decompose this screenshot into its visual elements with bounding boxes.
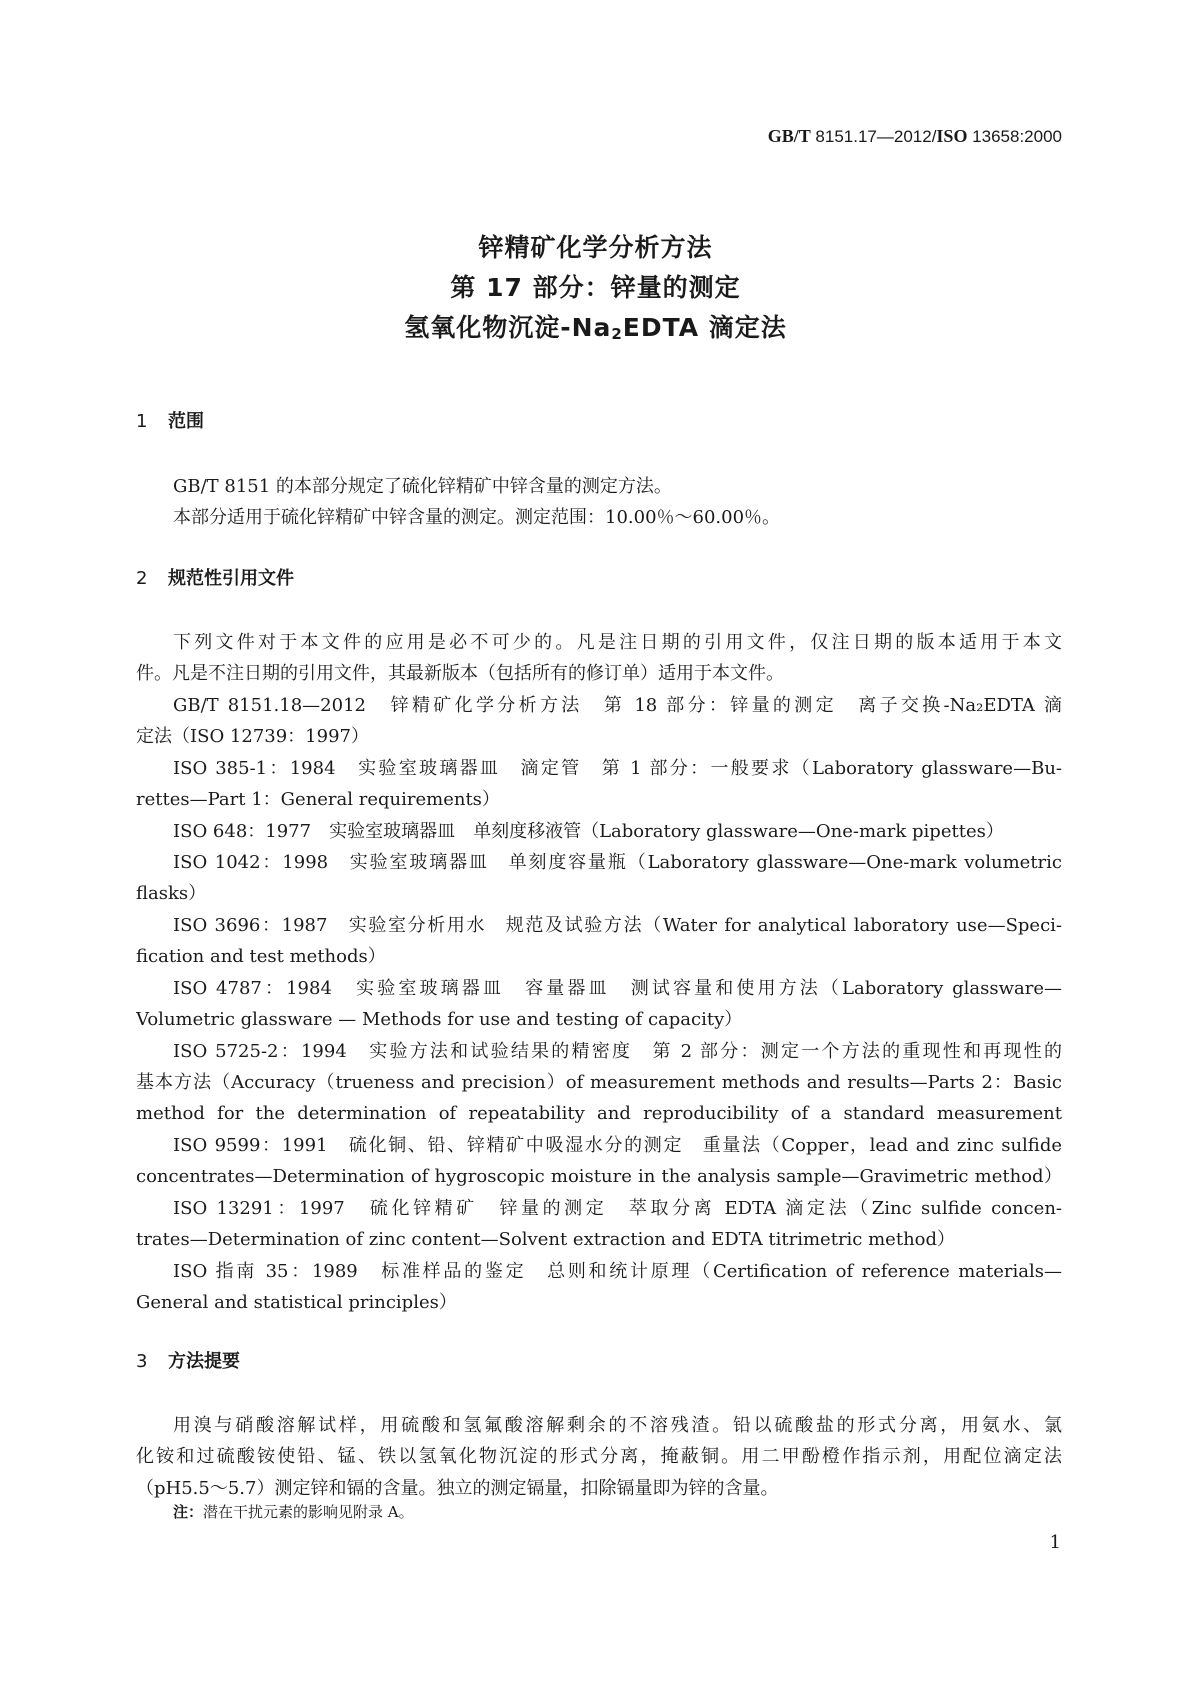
section-title: 方法提要 <box>168 1351 240 1372</box>
section-title: 范围 <box>168 411 204 432</box>
text-line: ISO 1042：1998 实验室玻璃器皿 单刻度容量瓶（Laboratory glassware—One-mark volumetric <box>173 852 1062 873</box>
section-heading-1 <box>136 407 204 437</box>
header-gb-number: 8151.17—2012/ <box>810 127 937 146</box>
page-number: 1 <box>1049 1532 1061 1553</box>
text-line: 用溴与硝酸溶解试样，用硫酸和氢氟酸溶解剩余的不溶残渣。铅以硫酸盐的形式分离，用氨水、氯 <box>173 1415 1062 1436</box>
text-line: fication and test methods） <box>136 946 386 968</box>
text-line: ISO 385-1：1984 实验室玻璃器皿 滴定管 第 1 部分：一般要求（Laboratory glassware—Bu- <box>173 757 1062 779</box>
title-line-3-a: 氢氧化物沉淀-Na <box>404 313 612 342</box>
section-number: 1 <box>136 411 148 432</box>
text-line: 定法（ISO 12739：1997） <box>136 726 369 748</box>
note <box>173 1498 414 1526</box>
text-line: ISO 648：1977 实验室玻璃器皿 单刻度移液管（Laboratory glassware—One-mark pipettes） <box>173 820 1004 842</box>
text-line: 基本方法（Accuracy（trueness and precision）of measurement methods and results—Parts 2：Basic <box>136 1072 1062 1094</box>
header-iso-number: 13658:2000 <box>967 127 1062 146</box>
text-line: General and statistical principles） <box>136 1292 457 1314</box>
text-line: ISO 5725-2：1994 实验方法和试验结果的精密度 第 2 部分：测定一个方法的重现性和再现性的 <box>173 1040 1062 1062</box>
section-heading-3 <box>136 1347 240 1377</box>
text-line: ISO 指南 35：1989 标准样品的鉴定 总则和统计原理（Certification of reference materials— <box>173 1260 1062 1282</box>
title-line-1: 锌精矿化学分析方法 <box>478 233 713 262</box>
section-title: 规范性引用文件 <box>168 568 294 589</box>
text-line: ISO 13291：1997 硫化锌精矿 锌量的测定 萃取分离 EDTA 滴定法（Zinc sulfide concen- <box>173 1197 1062 1219</box>
text-line: ISO 3696：1987 实验室分析用水 规范及试验方法（Water for analytical laboratory use—Speci- <box>173 914 1062 936</box>
document-code-header <box>768 126 1062 147</box>
text-line: 件。凡是不注日期的引用文件，其最新版本（包括所有的修订单）适用于本文件。 <box>136 663 784 685</box>
text-line: 本部分适用于硫化锌精矿中锌含量的测定。测定范围：10.00％～60.00％。 <box>173 507 781 529</box>
text-line: Volumetric glassware — Methods for use and testing of capacity） <box>136 1009 743 1031</box>
section-number: 3 <box>136 1351 148 1372</box>
text-line: 化铵和过硫酸铵使铅、锰、铁以氢氧化物沉淀的形式分离，掩蔽铜。用二甲酚橙作指示剂，用配位滴定法 <box>136 1446 1062 1468</box>
note-text: 潜在干扰元素的影响见附录 A。 <box>203 1503 414 1521</box>
section-heading-2 <box>136 564 294 594</box>
text-line: rettes—Part 1：General requirements） <box>136 789 500 811</box>
text-line: （pH5.5～5.7）测定锌和镉的含量。独立的测定镉量，扣除镉量即为锌的含量。 <box>136 1477 779 1499</box>
title-line-3-b: EDTA 滴定法 <box>622 313 787 342</box>
header-iso: ISO <box>936 126 968 146</box>
text-line: flasks） <box>136 883 207 905</box>
text-line: ISO 9599：1991 硫化铜、铅、锌精矿中吸湿水分的测定 重量法（Copper，lead and zinc sulfide <box>173 1134 1062 1156</box>
text-line: concentrates—Determination of hygroscopic moisture in the analysis sample—Gravimetric method） <box>136 1166 1062 1188</box>
title-line-2: 第 17 部分：锌量的测定 <box>450 273 741 302</box>
note-label: 注： <box>173 1503 204 1521</box>
title-subscript: 2 <box>611 325 623 343</box>
title-line-3 <box>0 308 1191 348</box>
text-line: 下列文件对于本文件的应用是必不可少的。凡是注日期的引用文件，仅注日期的版本适用于本文 <box>173 632 1062 653</box>
header-gbt: GB/T <box>767 126 811 146</box>
text-line: trates—Determination of zinc content—Solvent extraction and EDTA titrimetric method） <box>136 1229 956 1251</box>
text-line: GB/T 8151.18—2012 锌精矿化学分析方法 第 18 部分：锌量的测定 离子交换-Na₂EDTA 滴 <box>173 694 1062 716</box>
text-line: GB/T 8151 的本部分规定了硫化锌精矿中锌含量的测定方法。 <box>173 476 672 497</box>
section-number: 2 <box>136 568 148 589</box>
text-line: ISO 4787：1984 实验室玻璃器皿 容量器皿 测试容量和使用方法（Laboratory glassware— <box>173 977 1062 999</box>
text-line: method for the determination of repeatability and reproducibility of a standard measurement <box>136 1103 1062 1125</box>
